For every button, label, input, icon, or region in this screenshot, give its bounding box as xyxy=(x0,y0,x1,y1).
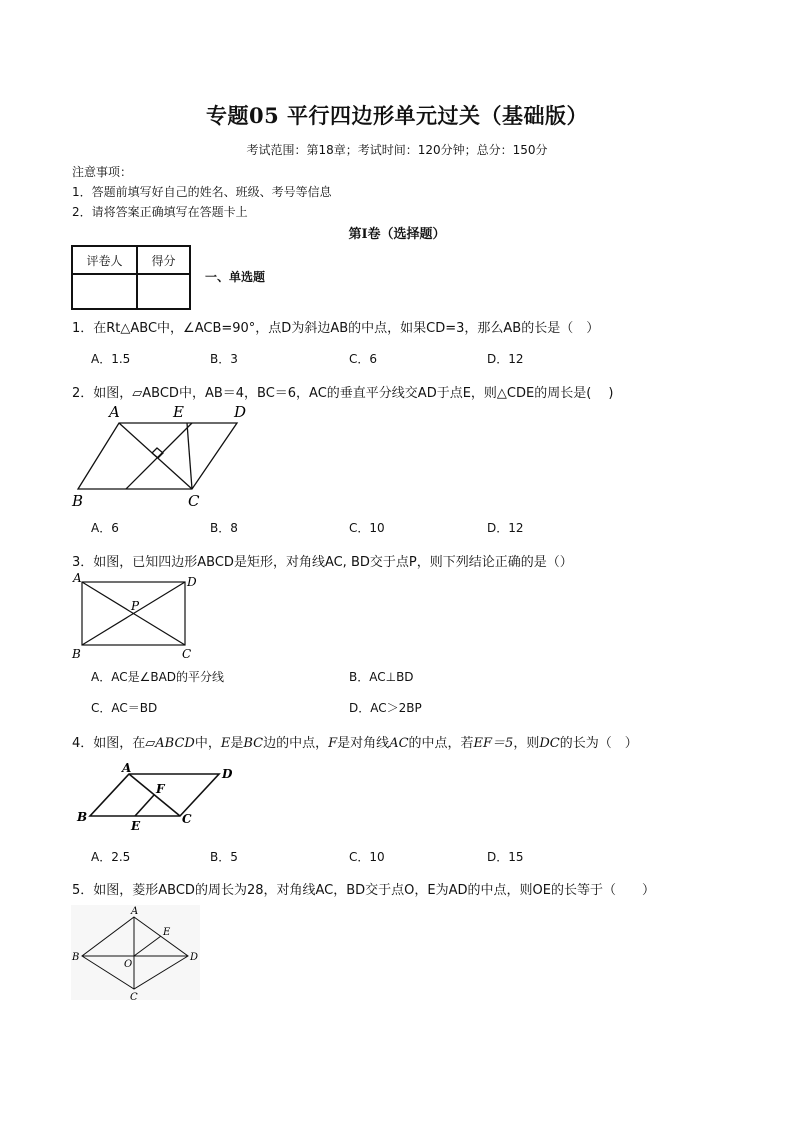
q4-math-ef: EF＝5 xyxy=(473,736,514,751)
question-2-figure xyxy=(66,400,256,512)
notes-item-2: 2．请将答案正确填写在答题卡上 xyxy=(72,205,248,219)
question-1-option-b[interactable]: B．3 xyxy=(210,352,238,366)
question-4-stem xyxy=(72,732,638,751)
label-b: B xyxy=(72,647,81,661)
question-1-stem: 1．在Rt△ABC中，∠ACB=90°，点D为斜边AB的中点，如果CD=3，那么AB的长是（ ） xyxy=(72,321,600,336)
figure-background xyxy=(71,905,200,1000)
question-1-option-a[interactable]: A．1.5 xyxy=(91,352,131,366)
question-4-option-d[interactable]: D．15 xyxy=(487,850,524,864)
q4-part: 边的中点， xyxy=(263,736,329,751)
q4-math-abcd: ▱ABCD xyxy=(145,736,195,751)
question-1-option-d[interactable]: D．12 xyxy=(487,352,524,366)
question-5-figure xyxy=(70,903,202,1003)
question-3-figure xyxy=(68,570,208,662)
question-3-option-a[interactable]: A．AC是∠BAD的平分线 xyxy=(91,670,225,684)
q4-part: 的中点，若 xyxy=(408,736,474,751)
label-c: C xyxy=(182,647,192,661)
question-2-option-d[interactable]: D．12 xyxy=(487,521,524,535)
question-3-option-b[interactable]: B．AC⊥BD xyxy=(349,670,414,684)
question-3-stem: 3．如图，已知四边形ABCD是矩形，对角线AC, BD交于点P，则下列结论正确的是（） xyxy=(72,555,573,570)
label-d: D xyxy=(187,575,197,589)
label-f: F xyxy=(156,782,165,796)
score-table-header-score: 得分 xyxy=(137,246,190,274)
label-a: A xyxy=(131,906,139,917)
section-title: 一、单选题 xyxy=(205,270,266,284)
q4-part: ，则 xyxy=(513,736,540,751)
q4-math-ac: AC xyxy=(389,736,409,751)
question-3-option-d[interactable]: D．AC＞2BP xyxy=(349,701,422,715)
page-title: 专题05 平行四边形单元过关（基础版） xyxy=(205,103,589,128)
perpendicular-bisector xyxy=(126,423,192,489)
label-c: C xyxy=(182,812,192,826)
notes xyxy=(72,162,332,222)
label-a: A xyxy=(109,403,120,421)
question-2-option-a[interactable]: A．6 xyxy=(91,521,119,535)
notes-item-1: 1．答题前填写好自己的姓名、班级、考号等信息 xyxy=(72,185,332,199)
label-a: A xyxy=(73,571,82,585)
question-4-option-b[interactable]: B．5 xyxy=(210,850,238,864)
q4-part: 的长为（ ） xyxy=(559,736,638,751)
label-b: B xyxy=(72,952,80,963)
score-table-header-grader: 评卷人 xyxy=(72,246,137,274)
question-3-option-c[interactable]: C．AC＝BD xyxy=(91,701,158,715)
question-4-option-a[interactable]: A．2.5 xyxy=(91,850,131,864)
q4-math-f: F xyxy=(328,736,338,751)
label-d: D xyxy=(234,403,247,421)
score-table-cell-score[interactable] xyxy=(137,274,190,309)
score-table xyxy=(71,245,191,310)
q4-part: 是 xyxy=(230,736,244,751)
label-e: E xyxy=(173,403,184,421)
q4-math-dc: DC xyxy=(539,736,560,751)
question-5-stem: 5．如图，菱形ABCD的周长为28，对角线AC，BD交于点O，E为AD的中点，则OE的长等于（ ） xyxy=(72,883,655,898)
segment-ef xyxy=(135,795,154,816)
diagonal-ac xyxy=(129,774,180,816)
question-2-option-b[interactable]: B．8 xyxy=(210,521,238,535)
label-e: E xyxy=(163,927,171,938)
notes-heading: 注意事项： xyxy=(72,165,133,179)
q4-math-bc: BC xyxy=(243,736,264,751)
question-2-stem: 2．如图，▱ABCD中，AB＝4，BC＝6，AC的垂直平分线交AD于点E，则△CDE的周长是( ) xyxy=(72,386,614,401)
label-c: C xyxy=(130,992,138,1003)
label-p: P xyxy=(131,599,140,613)
volume-title: 第I卷（选择题） xyxy=(348,227,446,242)
exam-info: 考试范围：第18章；考试时间：120分钟；总分：150分 xyxy=(246,143,548,157)
q4-part: 是对角线 xyxy=(337,736,390,751)
question-1-option-c[interactable]: C．6 xyxy=(349,352,378,366)
label-d: D xyxy=(190,952,199,963)
question-2-option-c[interactable]: C．10 xyxy=(349,521,385,535)
question-4-figure xyxy=(72,758,242,834)
label-c: C xyxy=(188,492,200,510)
question-4-option-c[interactable]: C．10 xyxy=(349,850,385,864)
label-b: B xyxy=(77,810,88,824)
segment-ec xyxy=(187,423,192,489)
label-d: D xyxy=(222,767,233,781)
label-b: B xyxy=(72,492,84,510)
parallelogram-abcd xyxy=(78,423,237,489)
q4-math-e: E xyxy=(220,736,231,751)
label-o: O xyxy=(124,959,133,970)
score-table-cell-grader[interactable] xyxy=(72,274,137,309)
label-e: E xyxy=(131,819,141,833)
q4-part: 中， xyxy=(194,736,221,751)
q4-part: 4．如图，在 xyxy=(72,736,146,751)
label-a: A xyxy=(122,761,132,775)
